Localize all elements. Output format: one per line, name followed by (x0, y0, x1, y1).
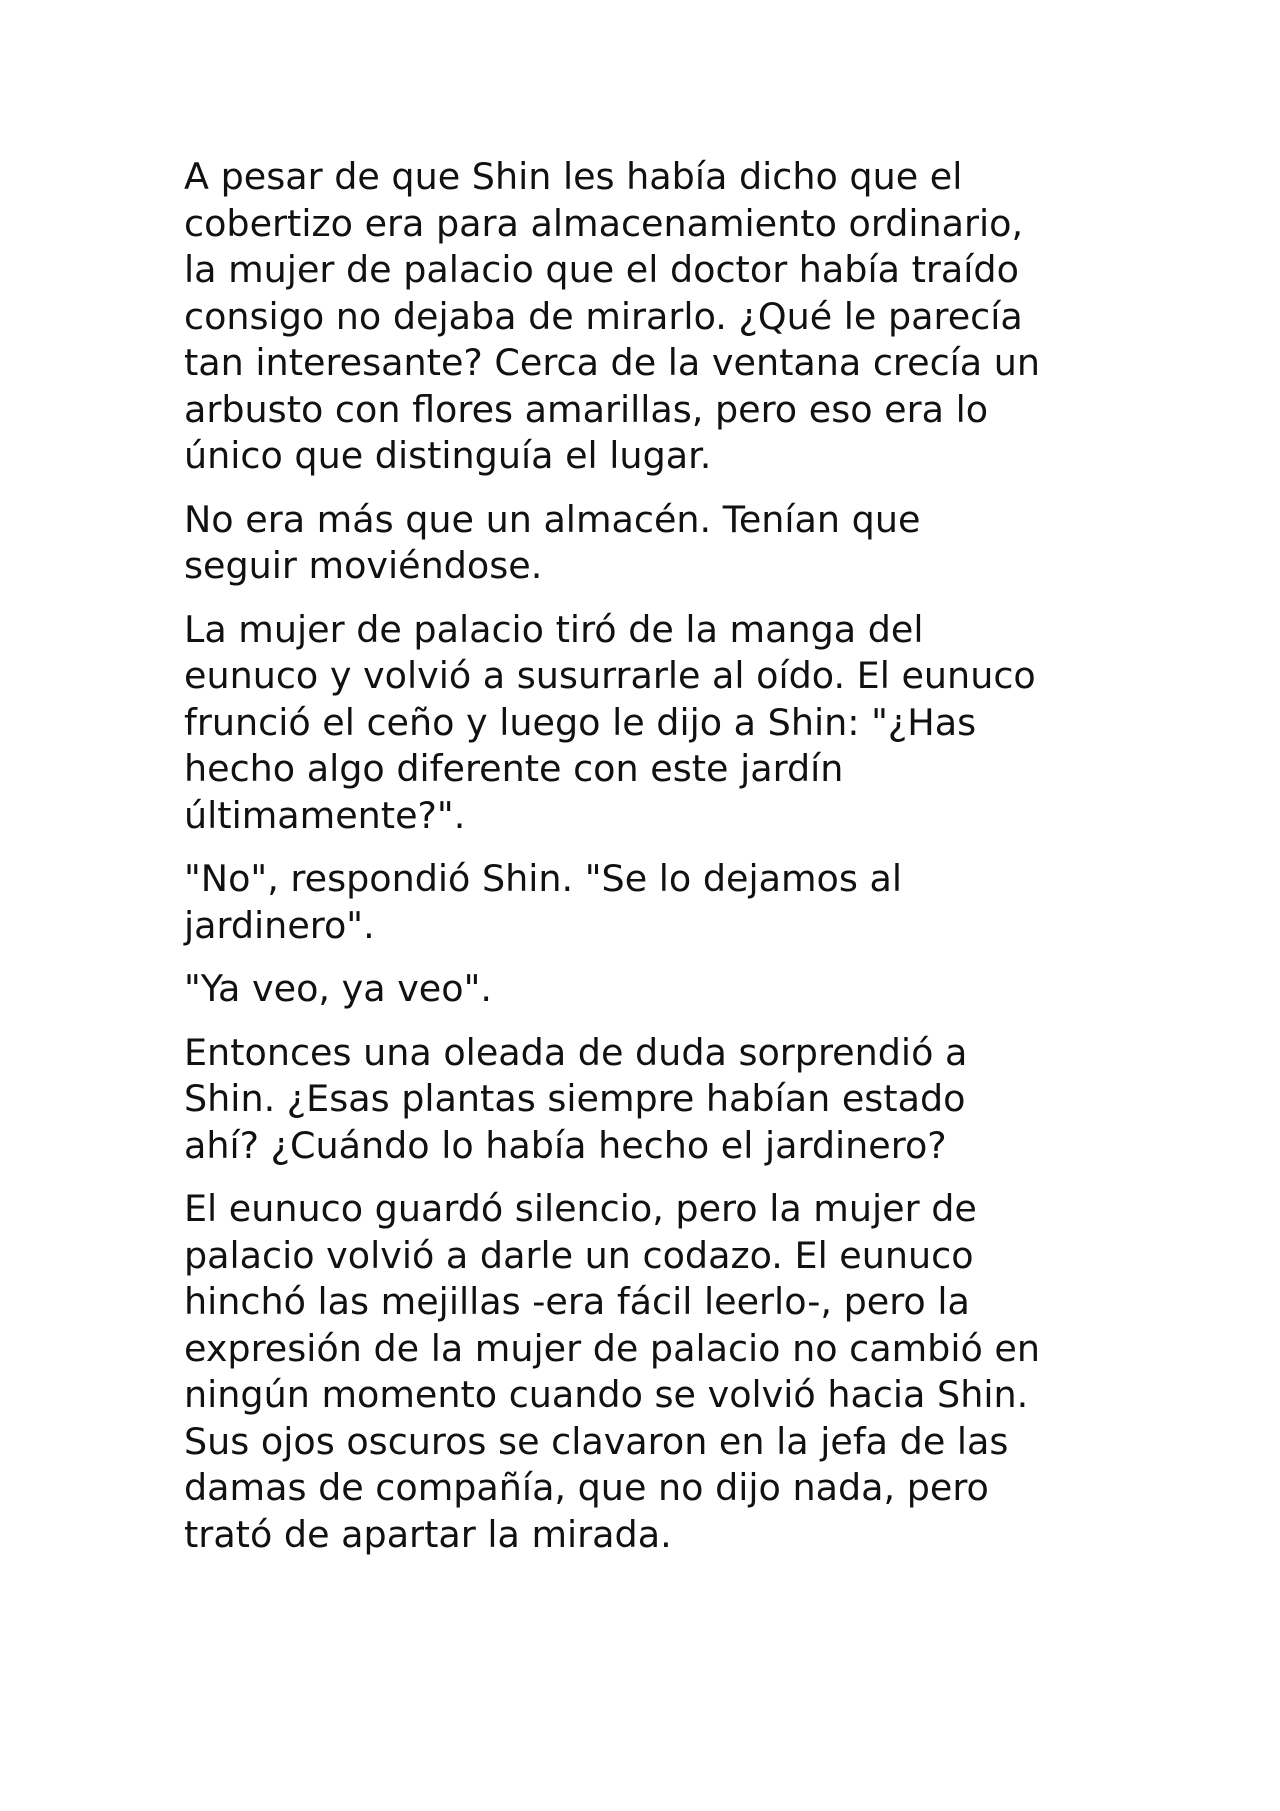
paragraph (184, 966, 1124, 1013)
text-line: "Ya veo, ya veo". (184, 967, 492, 1010)
text-line: La mujer de palacio tiró de la manga del (184, 607, 924, 651)
text-line: Sus ojos oscuros se clavaron en la jefa de las (184, 1419, 1009, 1463)
text-line: único que distinguía el lugar. (184, 434, 712, 477)
text-line: consigo no dejaba de mirarlo. ¿Qué le parecía (184, 294, 1023, 338)
text-line: Shin. ¿Esas plantas siempre habían estado (184, 1077, 966, 1120)
text-line: jardinero". (184, 903, 375, 947)
text-line: A pesar de que Shin les había dicho que el (184, 155, 963, 198)
text-line: últimamente?". (184, 793, 466, 837)
text-line: Entonces una oleada de duda sorprendió a (184, 1030, 968, 1074)
text-line: arbusto con flores amarillas, pero eso era lo (184, 387, 989, 431)
text-line: "No", respondió Shin. "Se lo dejamos al (184, 857, 902, 900)
paragraph (184, 1030, 1124, 1170)
paragraph (184, 497, 1124, 590)
paragraph (184, 856, 1124, 949)
text-line: damas de compañía, que no dijo nada, pero (184, 1466, 989, 1509)
paragraph (184, 607, 1124, 840)
text-line: hecho algo diferente con este jardín (184, 747, 844, 790)
text-line: seguir moviéndose. (184, 544, 543, 587)
text-line: frunció el ceño y luego le dijo a Shin: "¿Has (184, 700, 977, 744)
text-line: trató de apartar la mirada. (184, 1512, 672, 1556)
text-line: expresión de la mujer de palacio no cambió en (184, 1326, 1041, 1370)
text-line: No era más que un almacén. Tenían que (184, 497, 921, 541)
text-line: ningún momento cuando se volvió hacia Shin. (184, 1373, 1029, 1416)
paragraph (184, 1186, 1124, 1558)
text-line: eunuco y volvió a susurrarle al oído. El eunuco (184, 654, 1036, 697)
paragraph (184, 154, 1124, 480)
document-page (184, 154, 1124, 1575)
text-line: ahí? ¿Cuándo lo había hecho el jardinero? (184, 1123, 947, 1167)
text-line: tan interesante? Cerca de la ventana crecía un (184, 341, 1041, 384)
body-text (184, 154, 1124, 1558)
text-line: palacio volvió a darle un codazo. El eunuco (184, 1233, 974, 1277)
text-line: El eunuco guardó silencio, pero la mujer de (184, 1187, 977, 1230)
text-line: hinchó las mejillas -era fácil leerlo-, pero la (184, 1280, 970, 1323)
text-line: la mujer de palacio que el doctor había traído (184, 248, 1019, 291)
text-line: cobertizo era para almacenamiento ordinario, (184, 201, 1024, 245)
